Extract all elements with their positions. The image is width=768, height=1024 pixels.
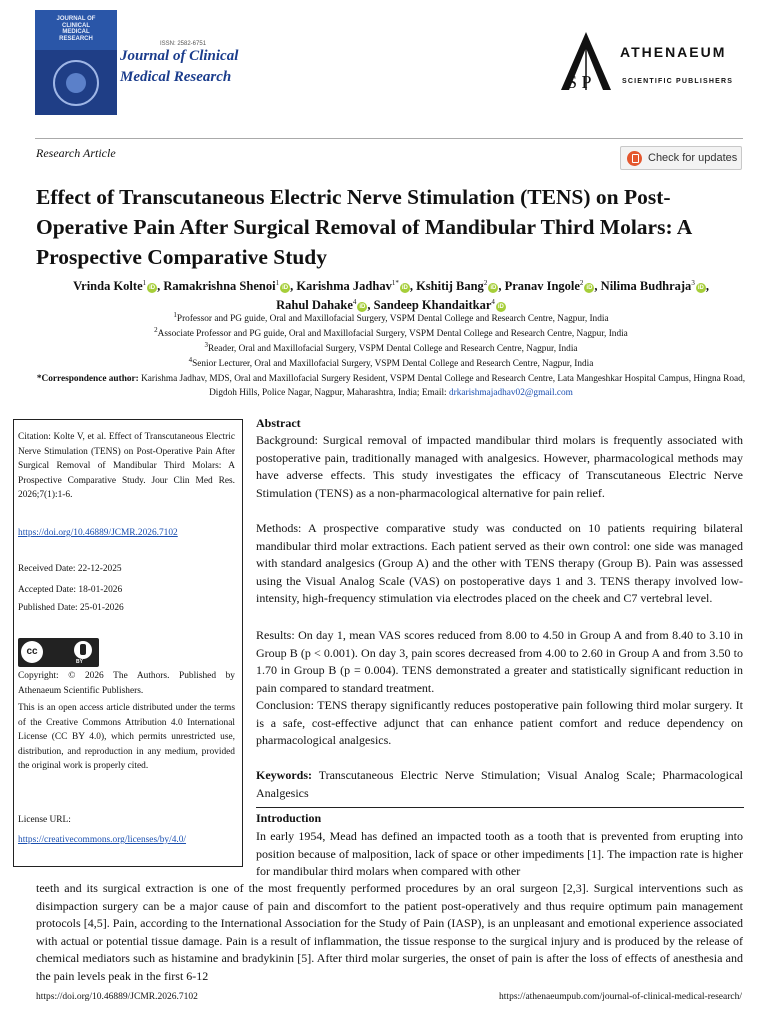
author: Vrinda Kolte — [73, 279, 143, 293]
received-date: Received Date: 22-12-2025 — [18, 564, 122, 574]
article-type: Research Article — [36, 146, 116, 160]
keywords: Keywords: Transcutaneous Electric Nerve Stimulation; Visual Analog Scale; Pharmacological Analgesics — [256, 768, 743, 800]
issn: ISSN: 2582-6751 — [160, 41, 207, 47]
affiliation: $^2$Associate Professor and PG guide, Oral and Maxillofacial Surgery, VSPM Dental College and Research Centre, Nagpur, India — [154, 325, 628, 339]
cc-by-label: BY — [76, 659, 83, 665]
author: Pranav Ingole — [504, 279, 580, 293]
email-link[interactable]: drkarishmajadhav02@gmail.com — [448, 388, 573, 398]
author: Ramakrishna Shenoi — [163, 279, 276, 293]
abstract-results: Results: On day 1, mean VAS scores reduced from 8.00 to 4.50 in Group A and from 8.40 to 3.10 in Group B (p < 0.001). On day 3, pain scores decreased from 4.00 to 2.60 in Group A and from 3.50 to 1.70 in Group B (p = 0.004). TENS demonstrated a greater and statistically significant reduction in pain compared to standard treatment. — [256, 628, 743, 695]
orcid-icon[interactable]: iD — [282, 285, 289, 291]
publisher-name: ATHENAEUM — [620, 44, 727, 60]
citation: Citation: Kolte V, et al. Effect of Transcutaneous Electric Nerve Stimulation (TENS) on Post-Operative Pain After Surgical Removal of Mandibular Third Molars: A Prospective Comparative Study. Jour Clin Med Res. 2026;7(1):1-6. — [18, 432, 235, 500]
logo-letters: S P — [567, 72, 592, 92]
abstract-methods: Methods: A prospective comparative study was conducted on 10 patients requiring bilateral mandibular third molar extractions. Each patient served as their own control: one side was managed with standard analgesics (Group A) and the other with TENS therapy (Group B). Pain was assessed using the Visual Analog Scale (VAS) on postoperative days 1 and 3. TENS therapy involved low-intensity, high-frequency stimulation via electrodes placed on the cheek and C7 vertebral level. — [256, 521, 743, 605]
affiliation: $^1$Professor and PG guide, Oral and Maxillofacial Surgery, VSPM Dental College and Research Centre, Nagpur, India — [173, 310, 609, 324]
author-list: Vrinda Kolte$^1$iD , Ramakrishna Shenoi$^1$iD , Karishma Jadhav$^{1*}$iD , Kshitij Bang$^2$iD , Pranav Ingole$^2$iD , Nilima Budhraja$^3$iD , Rahul Dahake$^4$iD , Sandeep Khandaitkar$^4$iD — [73, 278, 709, 312]
journal-title: Journal of Clinical Medical Research — [120, 48, 239, 85]
author: Kshitij Bang — [416, 279, 484, 293]
orcid-icon[interactable]: iD — [697, 285, 704, 291]
publisher-subtitle: SCIENTIFIC PUBLISHERS — [622, 78, 734, 85]
affiliation: $^4$Senior Lecturer, Oral and Maxillofacial Surgery, VSPM Dental College and Research Centre, Nagpur, India — [188, 355, 594, 369]
orcid-icon[interactable]: iD — [586, 285, 593, 291]
introduction-paragraph: In early 1954, Mead has defined an impacted tooth as a tooth that is prevented from erupting into position because of malposition, lack of space or other impediments [1]. The impaction rate is higher for mandibular third molars when compared with other — [256, 829, 743, 878]
cover-title: JOURNAL OF CLINICAL MEDICAL RESEARCH — [56, 16, 96, 42]
license-url-link[interactable]: https://creativecommons.org/licenses/by/4.0/ — [18, 835, 187, 845]
section-divider — [256, 807, 744, 808]
abstract-background: Background: Surgical removal of impacted mandibular third molars is frequently associated with postoperative pain, traditionally managed with analgesics. However, pharmacological methods may have adverse effects. This study investigates the efficacy of Transcutaneous Electric Nerve Stimulation (TENS) as a non-pharmacological alternative for pain relief. — [256, 433, 743, 500]
published-date: Published Date: 25-01-2026 — [18, 603, 124, 613]
correspondence: *Correspondence author: Karishma Jadhav, MDS, Oral and Maxillofacial Surgery Resident, VSPM Dental College and Research Centre, Lata Mangeshkar Hospital Campus, Hingna Road, Digdoh Hills, Police Nagar, Nagpur, Maharashtra, India; Email: drkarishmajadhav02@gmail.com — [36, 374, 746, 398]
abstract-heading: Abstract — [256, 416, 301, 430]
cc-badge: cc — [21, 641, 43, 663]
footer-journal-link[interactable]: https://athenaeumpub.com/journal-of-clinical-medical-research/ — [499, 992, 742, 1002]
introduction-heading: Introduction — [256, 811, 322, 825]
accepted-date: Accepted Date: 18-01-2026 — [18, 585, 123, 595]
journal-cover-image — [35, 10, 117, 115]
author: Karishma Jadhav — [296, 279, 392, 293]
cc-by-license-icon[interactable] — [18, 638, 99, 667]
orcid-icon[interactable]: iD — [497, 304, 504, 310]
affiliation: $^3$Reader, Oral and Maxillofacial Surgery, VSPM Dental College and Research Centre, Nagpur, India — [204, 340, 578, 354]
crossmark-icon — [627, 151, 642, 166]
author: Rahul Dahake — [276, 298, 353, 312]
orcid-icon[interactable]: iD — [490, 285, 497, 291]
check-for-updates-label: Check for updates — [648, 152, 738, 164]
footer-doi-link[interactable]: https://doi.org/10.46889/JCMR.2026.7102 — [36, 992, 198, 1002]
header-divider — [35, 138, 743, 139]
introduction-paragraph-cont: teeth and its surgical extraction is one of the most frequently performed procedures by an oral surgeon [2,3]. Surgical interventions such as disimpaction surgery can be a major cause of pain and discomfort to the patient post-operatively and thus require optimum pain management protocols [4,5]. Pain, according to the International Association for the Study of Pain (IASP), is an unpleasant and emotional experience associated with actual or potential tissue damage. Pain is a result of inflammation, the tissue response to the surgical injury and is produced by the release of chemical mediators such as histamine and bradykinin [5]. After third molar surgeries, the onset of pain is after the loss of effects of anesthesia and the pain levels peak in the first 6-12 — [36, 881, 743, 983]
doi-link[interactable]: https://doi.org/10.46889/JCMR.2026.7102 — [18, 528, 178, 538]
license-url-label: License URL: — [18, 815, 71, 825]
license-text: This is an open access article distributed under the terms of the Creative Commons Attribution 4.0 International License (CC BY 4.0), which permits unrestricted use, distribution, and reproduction in any medium, provided the original work is properly cited. — [18, 703, 235, 771]
orcid-icon[interactable]: iD — [359, 304, 366, 310]
orcid-icon[interactable]: iD — [401, 285, 408, 291]
author: Nilima Budhraja — [600, 279, 692, 293]
author: Sandeep Khandaitkar — [373, 298, 492, 312]
article-title: Effect of Transcutaneous Electric Nerve Stimulation (TENS) on Post-Operative Pain After Surgical Removal of Mandibular Third Molars: A Prospective Comparative Study — [36, 185, 692, 269]
orcid-icon[interactable]: iD — [149, 285, 156, 291]
copyright: Copyright: © 2026 The Authors. Published by Athenaeum Scientific Publishers. — [18, 671, 235, 696]
athenaeum-logo-icon — [555, 30, 617, 92]
abstract-conclusion: Conclusion: TENS therapy significantly reduces postoperative pain following third molar surgery. It is a safe, cost-effective adjunct that can enhance patient comfort and reduce dependency on pharmacological analgesics. — [256, 698, 743, 747]
check-for-updates-button[interactable] — [620, 146, 742, 170]
